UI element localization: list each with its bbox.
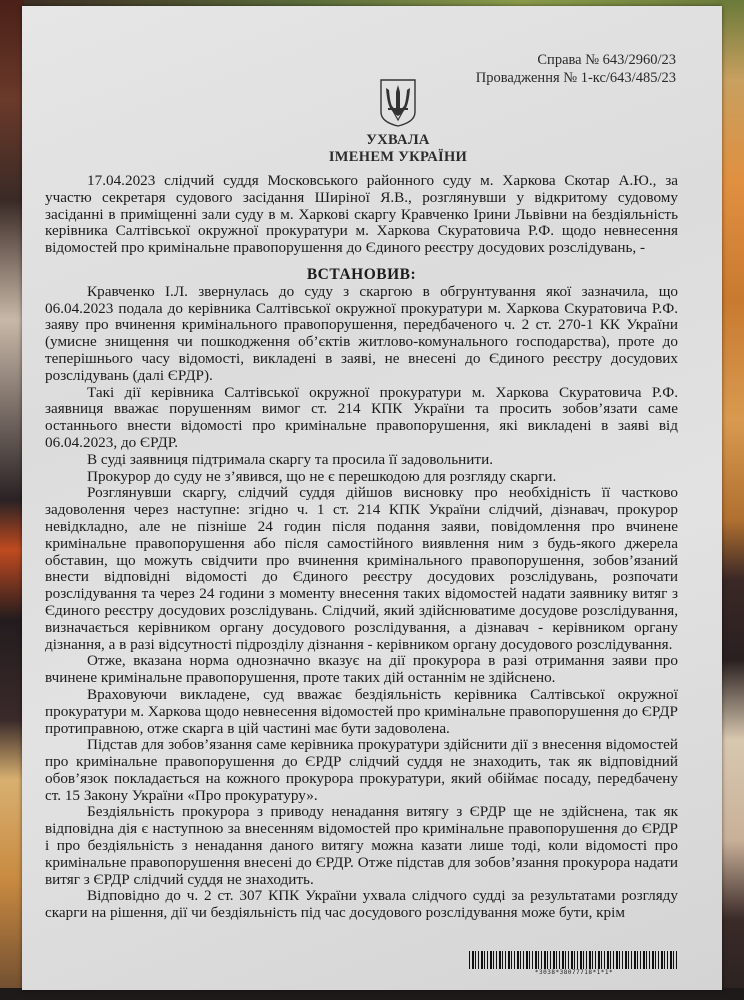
paragraph: Кравченко І.Л. звернулась до суду з скаргою в обгрунтування якої зазначила, що 06.04.2023 подала до керівника Салтівської окружної прокуратури м. Харкова Скуратовича Р.Ф. заяву про вчинення кримінального правопорушення, передбаченого ч. 2 ст. 270-1 КК України (умисне знищення чи пошкодження об’єктів житлово-комунального господарства), проте до теперішнього часу відомості, викладені в заяві, не внесені до Єдиного реєстру досудових розслідувань (далі ЄРДР).: [45, 282, 678, 384]
coat-of-arms-trident-icon: [378, 78, 418, 128]
barcode: [469, 951, 679, 969]
paragraph: Такі дії керівника Салтівської окружної прокуратури м. Харкова Скуратовича Р.Ф. заявниця вважає порушенням вимог ст. 214 КПК України та просить зобов’язати саме останнього внести відомості про кримінальне правопорушення, які викладені в заяві від 06.04.2023, до ЄРДР.: [45, 383, 678, 451]
case-reference: [476, 51, 676, 87]
paragraph: Отже, вказана норма однозначно вказує на дії прокурора в разі отримання заяви про вчинене кримінальне правопорушення, проте таких дій останнім не здійснено.: [45, 652, 678, 687]
paragraph: В суді заявниця підтримала скаргу та просила її задовольнити.: [87, 450, 493, 468]
paragraph: Бездіяльність прокурора з приводу ненадання витягу з ЄРДР ще не здійснена, так як відповідна дія є наступною за внесенням відомостей про кримінальне правопорушення до ЄРДР і про бездіяльність з ненадання даного витягу можна казати лише тоді, коли відомості про кримінальне правопорушення внесені до ЄРДР. Отже підстав для зобов’язання прокурора надати витяг з ЄРДР слідчий суддя не знаходить.: [45, 803, 678, 888]
document-subtitle: ІМЕНЕМ УКРАЇНИ: [328, 149, 468, 165]
barcode-number: *3038*38077718*1*1*: [534, 969, 614, 976]
case-number: Справа № 643/2960/23: [537, 52, 676, 68]
section-heading-established: ВСТАНОВИВ:: [306, 265, 417, 283]
ruling-body: [45, 173, 678, 922]
paragraph: Підстав для зобов’язання саме керівника прокуратури здійснити дії з внесення відомостей про кримінальне правопорушення до ЄРДР слідчий суддя не знаходить, так як відповідний обов’язок покладається на кожного прокурора прокуратури, який обіймає посаду, передбачену ст. 15 Закону України «Про прокуратуру».: [45, 736, 678, 804]
court-ruling-page: [22, 6, 722, 990]
intro-paragraph: 17.04.2023 слідчий суддя Московського районного суду м. Харкова Скотар А.Ю., за участю секретаря судового засідання Ширіної Я.В., розглянувши у відкритому судовому засіданні в приміщенні зали суду в м. Харкові скаргу Кравченко Ірини Львівни на бездіяльність керівника Салтівської окружної прокуратури м. Харкова Скуратовича Р.Ф. щодо невнесення відомостей про кримінальне правопорушення до Єдиного реєстру досудових розслідувань, -: [45, 172, 678, 257]
paragraph: Прокурор до суду не з’явився, що не є перешкодою для розгляду скарги.: [87, 467, 557, 485]
paragraph: Розглянувши скаргу, слідчий суддя дійшов висновку про необхідність її частково задоволення через наступне: згідно ч. 1 ст. 214 КПК України слідчий, дізнавач, прокурор невідкладно, але не пізніше 24 годин після подання заяви, повідомлення про вчинене кримінальне правопорушення або після самостійного виявлення ним з будь-якого джерела обставин, що можуть свідчити про вчинення кримінального правопорушення, зобов’язаний внести відповідні відомості до Єдиного реєстру досудових розслідувань, розпочати розслідування та через 24 години з моменту внесення таких відомостей надати заявнику витяг з Єдиного реєстру досудових розслідувань. Слідчий, який здійснюватиме досудове розслідування, визначається керівником органу досудового розслідування, а дізнавач - керівником органу дізнання, а в разі відсутності підрозділу дізнання - керівником органу досудового розслідування.: [45, 484, 678, 653]
proceeding-number: Провадження № 1-кс/643/485/23: [475, 70, 676, 86]
paragraph: Враховуючи викладене, суд вважає бездіяльність керівника Салтівської окружної прокуратури м. Харкова щодо невнесення відомостей про кримінальне правопорушення до ЄРДР протиправною, отже скарга в цій частині має бути задоволена.: [45, 685, 678, 737]
paragraph: Відповідно до ч. 2 ст. 307 КПК України ухвала слідчого судді за результатами розгляду скарги на рішення, дії чи бездіяльність під час досудового розслідування може бути, крім: [45, 887, 678, 922]
background-left-strip: [0, 0, 24, 1000]
document-type-title: УХВАЛА: [366, 132, 430, 148]
